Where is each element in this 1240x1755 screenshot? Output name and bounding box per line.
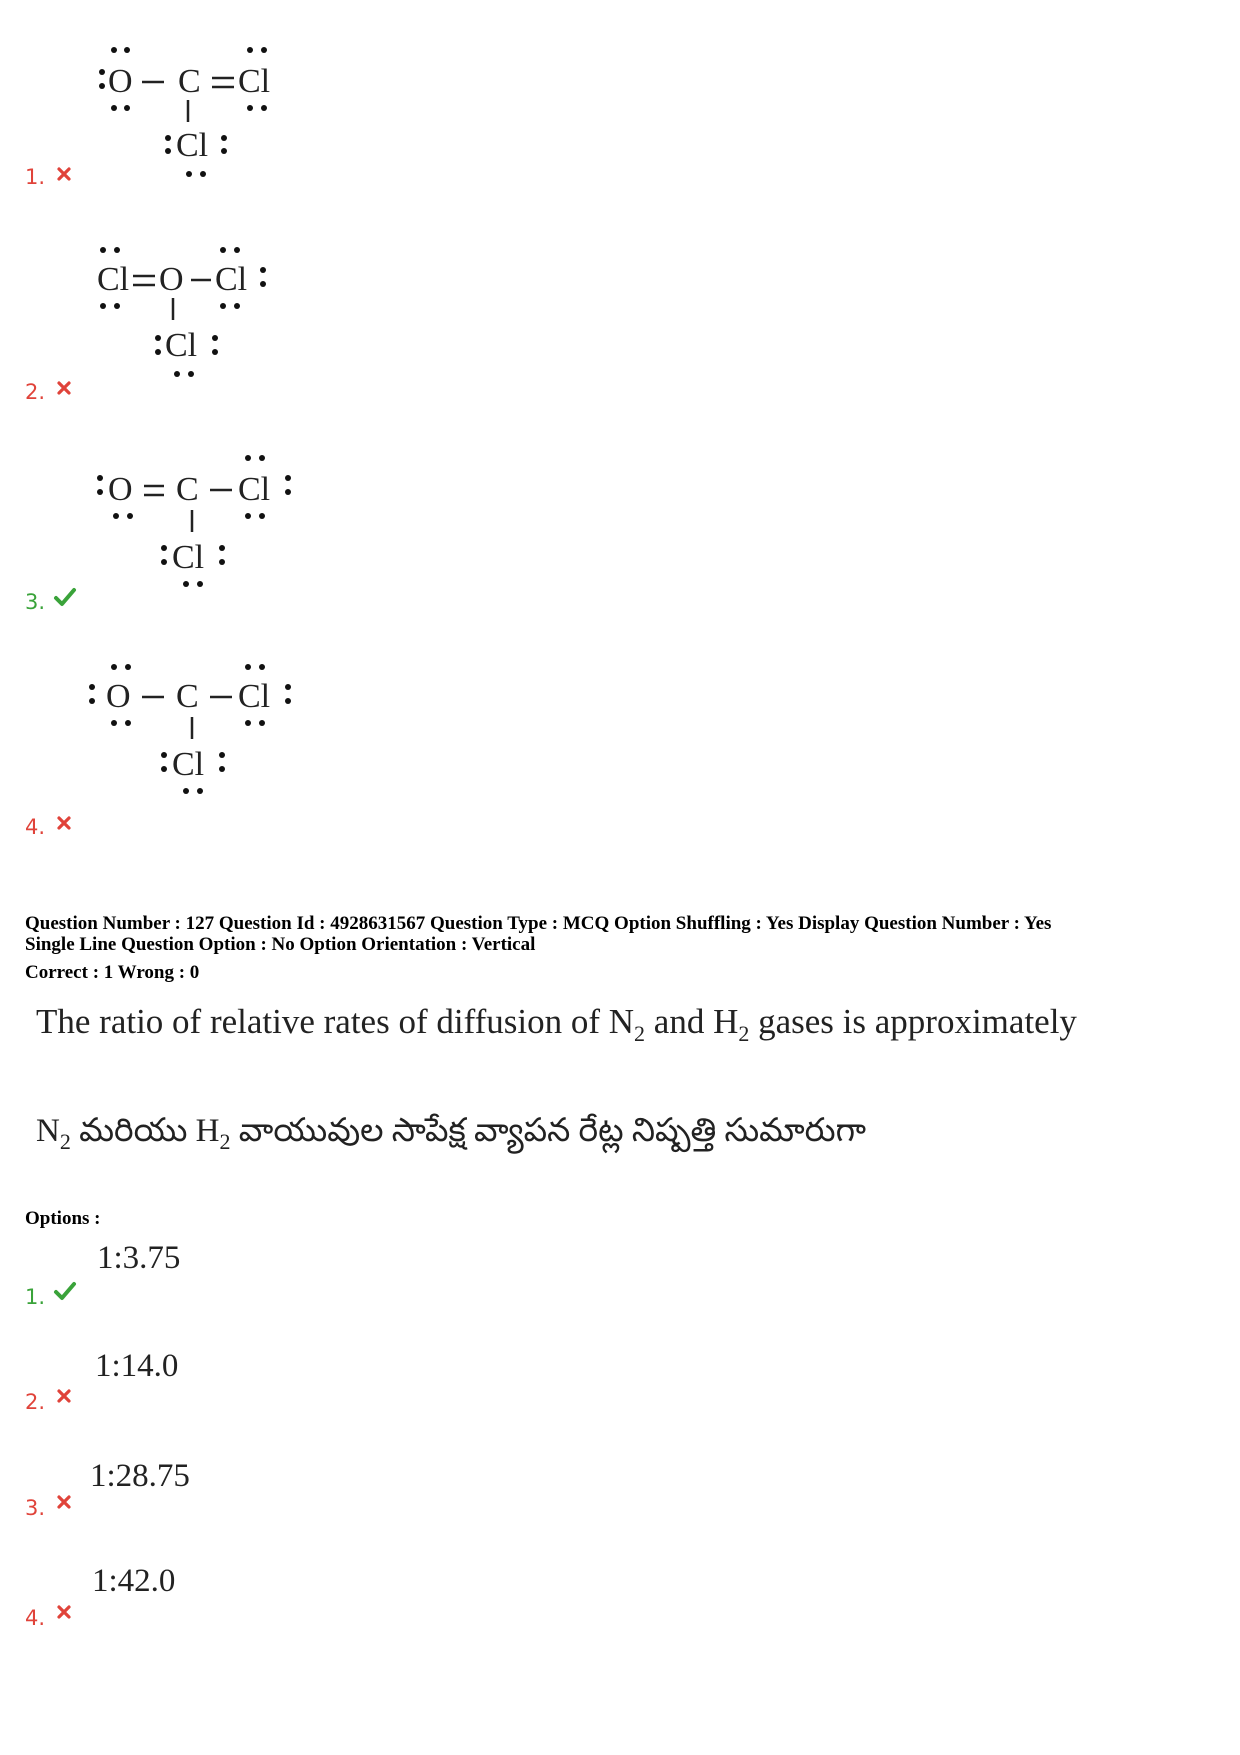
lewis-structure-option-2 — [95, 240, 305, 380]
atom-label: O — [159, 261, 184, 298]
lewis-structure-option-3 — [92, 448, 312, 588]
atom-label: Cl — [238, 678, 271, 715]
atom-label: Cl — [238, 63, 271, 100]
atom-label: Cl — [238, 471, 271, 508]
atom-label: Cl — [172, 539, 205, 576]
atom-label: O — [108, 471, 133, 508]
check-icon — [53, 1280, 77, 1302]
atom-label: C — [176, 678, 199, 715]
atom-label: Cl — [215, 261, 248, 298]
atom-label: O — [108, 63, 133, 100]
question-meta-line1: Question Number : 127 Question Id : 4928631567 Question Type : MCQ Option Shuffling : Yes Display Question Number : Yes — [25, 913, 1052, 934]
option-2-value: 1:14.0 — [95, 1348, 179, 1384]
atom-label: O — [106, 678, 131, 715]
cross-icon — [56, 1494, 72, 1510]
lewis-structure-option-4 — [82, 655, 312, 795]
atom-label: Cl — [165, 327, 198, 364]
check-icon — [53, 586, 77, 608]
question-score-line: Correct : 1 Wrong : 0 — [25, 962, 200, 983]
cross-icon — [56, 380, 72, 396]
question-text-english: The ratio of relative rates of diffusion of $N_2$ and $H_2$ gases is approximately — [36, 1002, 1077, 1046]
options-label: Options : — [25, 1208, 101, 1229]
cross-icon — [56, 166, 72, 182]
prev-option-1-number: 1. — [25, 165, 46, 189]
question-meta-line2: Single Line Question Option : No Option Orientation : Vertical — [25, 934, 536, 955]
option-1-value: 1:3.75 — [97, 1240, 181, 1276]
option-3-number: 3. — [25, 1496, 46, 1520]
lewis-structure-option-1 — [88, 38, 298, 178]
cross-icon — [56, 1604, 72, 1620]
cross-icon — [56, 815, 72, 831]
cross-icon — [56, 1388, 72, 1404]
question-text-telugu: $N_2$ మరియు $H_2$ వాయువుల సాపేక్ష వ్యాపన రేట్ల నిష్పత్తి సుమారుగా — [36, 1113, 866, 1154]
prev-option-4-number: 4. — [25, 815, 46, 839]
atom-label: Cl — [97, 261, 130, 298]
option-3-value: 1:28.75 — [90, 1458, 190, 1494]
option-4-number: 4. — [25, 1606, 46, 1630]
prev-option-3-number: 3. — [25, 590, 46, 614]
option-1-number: 1. — [25, 1285, 46, 1309]
atom-label: C — [178, 63, 201, 100]
option-4-value: 1:42.0 — [92, 1563, 176, 1599]
atom-label: Cl — [176, 127, 209, 164]
prev-option-2-number: 2. — [25, 380, 46, 404]
atom-label: Cl — [172, 746, 205, 783]
atom-label: C — [176, 471, 199, 508]
option-2-number: 2. — [25, 1390, 46, 1414]
